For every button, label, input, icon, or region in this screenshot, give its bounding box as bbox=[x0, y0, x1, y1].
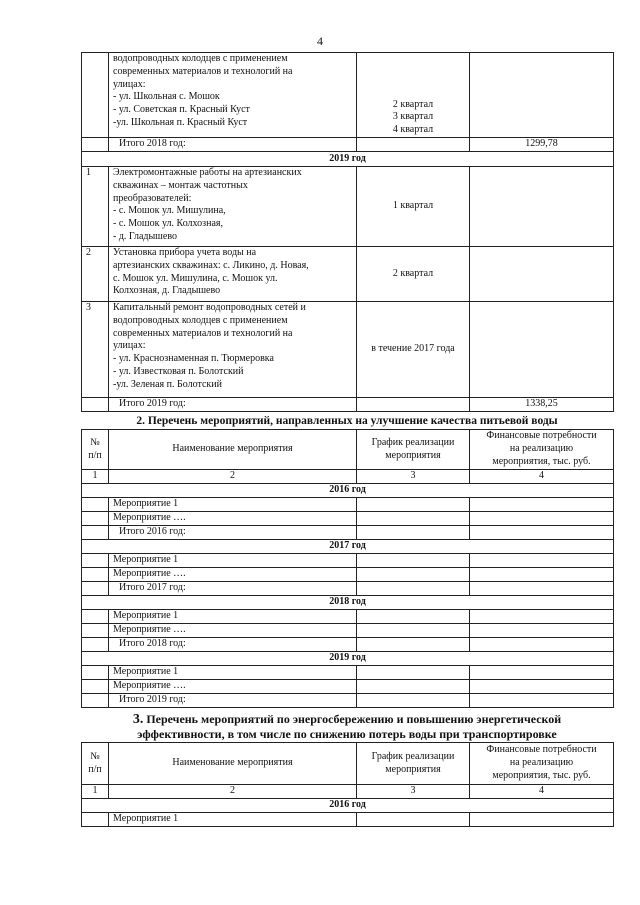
header-finance: Финансовые потребности на реализацию мероприятия, тыс. руб. bbox=[470, 430, 614, 470]
header-num: № п/п bbox=[82, 743, 109, 785]
measure-item: Мероприятие 1 bbox=[109, 666, 357, 680]
desc-line: - ул. Известковая п. Болотский bbox=[113, 365, 244, 377]
table-row bbox=[82, 666, 614, 680]
table-section-1 bbox=[81, 52, 614, 412]
total-label: Итого 2019 год: bbox=[109, 398, 357, 412]
total-label: Итого 2018 год: bbox=[109, 638, 357, 652]
table-row bbox=[82, 498, 614, 512]
col-number: 3 bbox=[357, 785, 470, 799]
total-row bbox=[82, 582, 614, 596]
total-row bbox=[82, 694, 614, 708]
year-heading: 2019 год bbox=[82, 652, 614, 666]
desc-line: преобразователей: bbox=[113, 192, 192, 204]
finance-cell bbox=[470, 167, 614, 247]
header-schedule: График реализации мероприятия bbox=[357, 430, 470, 470]
header-name: Наименование мероприятия bbox=[109, 743, 357, 785]
year-row bbox=[82, 652, 614, 666]
desc-line: улицах: bbox=[113, 340, 146, 352]
col-number: 2 bbox=[109, 470, 357, 484]
col-number: 1 bbox=[82, 470, 109, 484]
col-number: 4 bbox=[470, 470, 614, 484]
year-row bbox=[82, 799, 614, 813]
header-finance: Финансовые потребности на реализацию мероприятия, тыс. руб. bbox=[470, 743, 614, 785]
table-row bbox=[82, 53, 614, 138]
table-row bbox=[82, 512, 614, 526]
measure-item: Мероприятие 1 bbox=[109, 610, 357, 624]
desc-line: - ул. Школьная с. Мошок bbox=[113, 91, 220, 103]
column-number-row bbox=[82, 785, 614, 799]
col-number: 1 bbox=[82, 785, 109, 799]
desc-line: артезианских скважинах: с. Ликино, д. Новая, bbox=[113, 259, 309, 271]
num-cell: 1 bbox=[82, 167, 109, 247]
year-row bbox=[82, 596, 614, 610]
total-row bbox=[82, 398, 614, 412]
total-value: 1299,78 bbox=[470, 138, 614, 152]
year-heading: 2018 год bbox=[82, 596, 614, 610]
table-row bbox=[82, 554, 614, 568]
finance-cell bbox=[470, 247, 614, 302]
schedule-cell: 2 квартал bbox=[357, 247, 470, 302]
page-number: 4 bbox=[317, 34, 323, 48]
header-schedule: График реализации мероприятия bbox=[357, 743, 470, 785]
measure-item: Мероприятие …. bbox=[109, 512, 357, 526]
num-cell: 2 bbox=[82, 247, 109, 302]
desc-line: - ул. Краснознаменная п. Тюрмеровка bbox=[113, 353, 274, 365]
desc-line: - с. Мошок ул. Мишулина, bbox=[113, 205, 226, 217]
schedule-line: 3 квартал bbox=[392, 111, 434, 123]
measure-item: Мероприятие 1 bbox=[109, 498, 357, 512]
schedule-cell: 1 квартал bbox=[357, 167, 470, 247]
desc-line: с. Мошок ул. Мишулина, с. Мошок ул. bbox=[113, 272, 278, 284]
schedule-cell bbox=[357, 53, 470, 138]
col-number: 4 bbox=[470, 785, 614, 799]
schedule-line: 4 квартал bbox=[392, 124, 434, 136]
table-row bbox=[82, 624, 614, 638]
desc-line: водопроводных колодцев с применением bbox=[113, 53, 288, 64]
desc-line: -ул. Зеленая п. Болотский bbox=[113, 378, 222, 390]
header-num: № п/п bbox=[82, 430, 109, 470]
section-3-title-line2: эффективности, в том числе по снижению потерь воды при транспортировке bbox=[137, 727, 557, 741]
schedule-line: 2 квартал bbox=[392, 98, 434, 110]
table-row bbox=[82, 680, 614, 694]
desc-line: - д. Гладышево bbox=[113, 230, 177, 242]
year-row bbox=[82, 540, 614, 554]
table-section-3 bbox=[81, 742, 614, 827]
desc-line: Электромонтажные работы на артезианских bbox=[113, 167, 302, 178]
table-row bbox=[82, 247, 614, 302]
desc-line: улицах: bbox=[113, 78, 146, 90]
measure-item: Мероприятие 1 bbox=[109, 554, 357, 568]
section-3-line1: Перечень мероприятий по энергосбережению и повышению энергетической bbox=[146, 712, 562, 726]
measure-item: Мероприятие …. bbox=[109, 680, 357, 694]
year-heading: 2016 год bbox=[82, 484, 614, 498]
desc-line: - с. Мошок ул. Колхозная, bbox=[113, 218, 224, 230]
finance-cell bbox=[470, 53, 614, 138]
schedule-cell: в течение 2017 года bbox=[357, 302, 470, 398]
col-number: 2 bbox=[109, 785, 357, 799]
section-2-title: 2. Перечень мероприятий, направленных на улучшение качества питьевой воды bbox=[136, 415, 558, 427]
column-number-row bbox=[82, 470, 614, 484]
measure-item: Мероприятие …. bbox=[109, 568, 357, 582]
desc-line: водопроводных колодцев с применением bbox=[113, 314, 288, 326]
num-cell: 3 bbox=[82, 302, 109, 398]
year-heading: 2017 год bbox=[82, 540, 614, 554]
desc-line: Колхозная, д. Гладышево bbox=[113, 285, 221, 297]
total-label: Итого 2016 год: bbox=[109, 526, 357, 540]
table-row bbox=[82, 302, 614, 398]
measure-item: Мероприятие 1 bbox=[109, 813, 357, 827]
year-row bbox=[82, 152, 614, 167]
col-number: 3 bbox=[357, 470, 470, 484]
header-row bbox=[82, 743, 614, 785]
measure-item: Мероприятие …. bbox=[109, 624, 357, 638]
table-row bbox=[82, 610, 614, 624]
desc-line: - ул. Советская п. Красный Куст bbox=[113, 104, 250, 116]
table-row bbox=[82, 813, 614, 827]
total-row bbox=[82, 138, 614, 152]
section-3-title bbox=[82, 712, 612, 727]
header-name: Наименование мероприятия bbox=[109, 430, 357, 470]
desc-line: -ул. Школьная п. Красный Куст bbox=[113, 116, 248, 128]
finance-cell bbox=[470, 302, 614, 398]
total-row bbox=[82, 638, 614, 652]
measure-desc-cell bbox=[109, 247, 357, 302]
desc-line: Установка прибора учета воды на bbox=[113, 247, 257, 258]
desc-line: скважинах – монтаж частотных bbox=[113, 179, 248, 191]
total-row bbox=[82, 526, 614, 540]
header-row bbox=[82, 430, 614, 470]
year-row bbox=[82, 484, 614, 498]
desc-line: современных материалов и технологий на bbox=[113, 327, 293, 339]
measure-desc-cell bbox=[109, 53, 357, 138]
total-value: 1338,25 bbox=[470, 398, 614, 412]
year-heading: 2019 год bbox=[82, 152, 614, 167]
table-section-2 bbox=[81, 429, 614, 708]
desc-line: современных материалов и технологий на bbox=[113, 65, 293, 77]
measure-desc-cell bbox=[109, 167, 357, 247]
year-heading: 2016 год bbox=[82, 799, 614, 813]
table-row bbox=[82, 167, 614, 247]
table-row bbox=[82, 568, 614, 582]
total-label: Итого 2019 год: bbox=[109, 694, 357, 708]
desc-line: Капитальный ремонт водопроводных сетей и bbox=[113, 302, 306, 313]
measure-desc-cell bbox=[109, 302, 357, 398]
section-3-number: 3. bbox=[132, 712, 144, 727]
num-cell bbox=[82, 53, 109, 138]
total-label: Итого 2018 год: bbox=[109, 138, 357, 152]
total-label: Итого 2017 год: bbox=[109, 582, 357, 596]
